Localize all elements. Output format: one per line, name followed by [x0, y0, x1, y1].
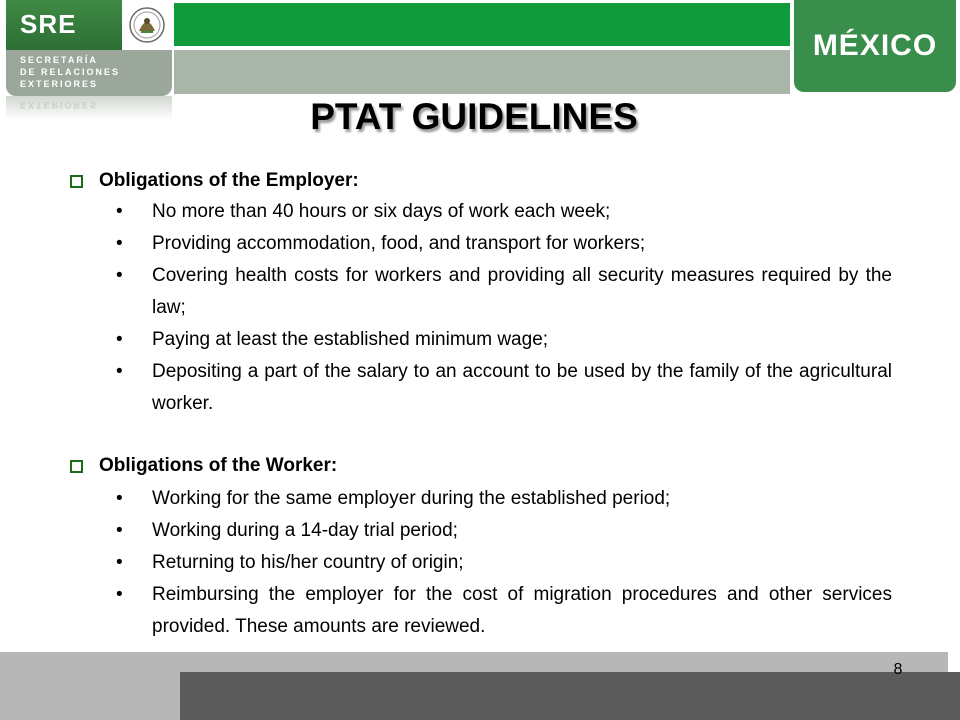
list-item: • Reimbursing the employer for the cost of migration procedures and other services provided. These amounts are reviewed. — [116, 579, 892, 643]
sre-ministry-name — [20, 54, 120, 90]
list-item: • No more than 40 hours or six days of work each week; — [116, 196, 892, 228]
section-heading-text: Obligations of the Worker: — [99, 455, 338, 476]
section-heading-employer — [70, 170, 359, 192]
footer-light-block — [0, 672, 180, 720]
sre-line: SECRETARÍA — [20, 55, 98, 65]
square-bullet-icon — [70, 460, 83, 473]
worker-obligations-list — [116, 483, 892, 643]
footer-light-bar — [0, 652, 948, 672]
list-item: • Working for the same employer during the established period; — [116, 483, 892, 515]
list-item: • Covering health costs for workers and providing all security measures required by the law; — [116, 260, 892, 324]
sre-line: DE RELACIONES — [20, 67, 121, 77]
sre-line: EXTERIORES — [20, 79, 99, 89]
list-item: • Depositing a part of the salary to an account to be used by the family of the agricultural worker. — [116, 356, 892, 420]
sre-reflection-text: EXTERIORES — [20, 100, 99, 110]
mexico-logo-text: MÉXICO — [812, 29, 938, 62]
mexico-seal-icon — [122, 0, 172, 50]
sre-logo-green — [6, 0, 122, 50]
page-number: 8 — [893, 661, 903, 678]
header-gray-bar — [174, 50, 790, 94]
list-item: • Providing accommodation, food, and transport for workers; — [116, 228, 892, 260]
square-bullet-icon — [70, 175, 83, 188]
sre-logo-text: SRE — [20, 9, 77, 39]
header-green-bar — [174, 3, 790, 46]
list-item: • Returning to his/her country of origin; — [116, 547, 892, 579]
list-item: • Working during a 14-day trial period; — [116, 515, 892, 547]
employer-obligations-list — [116, 196, 892, 420]
slide-title: PTAT GUIDELINES — [310, 96, 638, 137]
section-heading-text: Obligations of the Employer: — [99, 170, 359, 191]
sre-logo — [6, 0, 172, 96]
footer-dark-bar — [180, 672, 960, 720]
mexico-logo — [794, 0, 956, 92]
list-item: • Paying at least the established minimum wage; — [116, 324, 892, 356]
section-heading-worker — [70, 455, 337, 477]
